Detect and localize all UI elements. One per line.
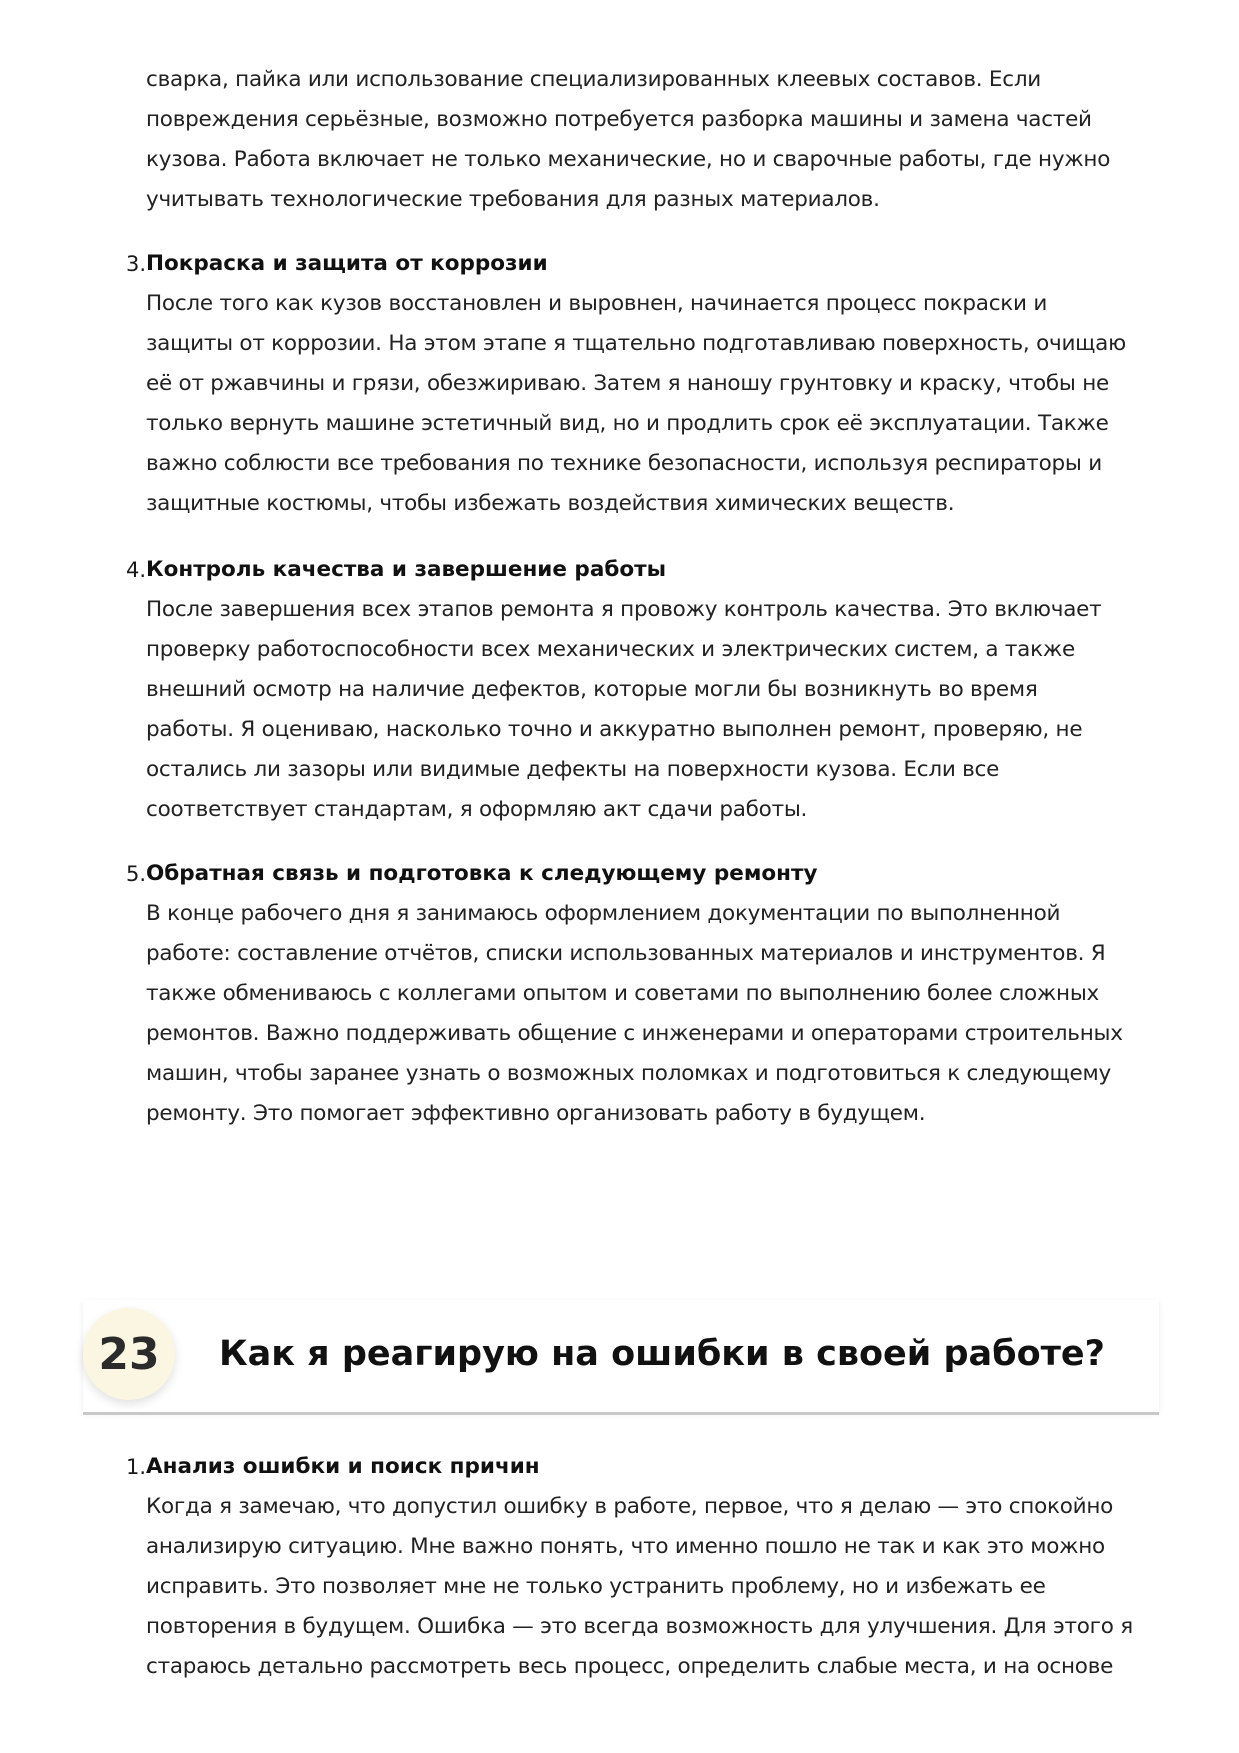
text-line: машин, чтобы заранее узнать о возможных поломках и подготовиться к следующему: [146, 1061, 1111, 1086]
text-line: проверку работоспособности всех механических и электрических систем, а также: [146, 637, 1075, 662]
text-line: важно соблюсти все требования по технике безопасности, используя респираторы и: [146, 451, 1102, 476]
text-line: После завершения всех этапов ремонта я провожу контроль качества. Это включает: [146, 597, 1102, 622]
text-line: исправить. Это позволяет мне не только устранить проблему, но и избежать ее: [146, 1574, 1046, 1599]
text-line: Когда я замечаю, что допустил ошибку в работе, первое, что я делаю — это спокойно: [146, 1494, 1114, 1519]
text-line: только вернуть машине эстетичный вид, но и продлить срок её эксплуатации. Также: [146, 411, 1109, 436]
section-header: [83, 1300, 1159, 1418]
text-line: анализирую ситуацию. Мне важно понять, что именно пошло не так и как это можно: [146, 1534, 1105, 1559]
list-item-text: [146, 284, 1176, 524]
list-item-text: [146, 590, 1176, 830]
text-line: В конце рабочего дня я занимаюсь оформлением документации по выполненной: [146, 901, 1061, 926]
text-line: После того как кузов восстановлен и выровнен, начинается процесс покраски и: [146, 291, 1048, 316]
text-line: её от ржавчины и грязи, обезжириваю. Затем я наношу грунтовку и краску, чтобы не: [146, 371, 1109, 396]
section-title: Как я реагирую на ошибки в своей работе?: [219, 1334, 1105, 1374]
list-item-title: Покраска и защита от коррозии: [146, 251, 548, 276]
text-line: соответствует стандартам, я оформляю акт сдачи работы.: [146, 797, 808, 822]
intro-paragraph: [146, 60, 1176, 220]
text-line: также обмениваюсь с коллегами опытом и советами по выполнению более сложных: [146, 981, 1100, 1006]
list-item-text: [146, 894, 1176, 1134]
text-line: работе: составление отчётов, списки использованных материалов и инструментов. Я: [146, 941, 1106, 966]
text-line: повторения в будущем. Ошибка — это всегда возможность для улучшения. Для этого я: [146, 1614, 1133, 1639]
list-item-number: 3.: [125, 252, 146, 276]
text-line: сварка, пайка или использование специализированных клеевых составов. Если: [146, 67, 1042, 92]
list-item-title: Контроль качества и завершение работы: [146, 557, 667, 582]
list-item-number: 1.: [125, 1455, 146, 1479]
list-item-text: [146, 1487, 1176, 1687]
text-line: повреждения серьёзные, возможно потребуется разборка машины и замена частей: [146, 107, 1092, 132]
text-line: защитные костюмы, чтобы избежать воздействия химических веществ.: [146, 491, 955, 516]
section-number-badge: 23: [83, 1308, 175, 1400]
list-item-number: 5.: [125, 862, 146, 886]
text-line: ремонту. Это помогает эффективно организовать работу в будущем.: [146, 1101, 926, 1126]
text-line: кузова. Работа включает не только механические, но и сварочные работы, где нужно: [146, 147, 1111, 172]
list-item-title: Обратная связь и подготовка к следующему ремонту: [146, 861, 818, 886]
text-line: защиты от коррозии. На этом этапе я тщательно подготавливаю поверхность, очищаю: [146, 331, 1126, 356]
section-divider: [83, 1412, 1159, 1415]
list-item-title: Анализ ошибки и поиск причин: [146, 1454, 540, 1479]
text-line: учитывать технологические требования для разных материалов.: [146, 187, 880, 212]
text-line: внешний осмотр на наличие дефектов, которые могли бы возникнуть во время: [146, 677, 1038, 702]
list-item-number: 4.: [125, 558, 146, 582]
text-line: стараюсь детально рассмотреть весь процесс, определить слабые места, и на основе: [146, 1654, 1114, 1679]
text-line: остались ли зазоры или видимые дефекты на поверхности кузова. Если все: [146, 757, 1000, 782]
text-line: ремонтов. Важно поддерживать общение с инженерами и операторами строительных: [146, 1021, 1123, 1046]
text-line: работы. Я оцениваю, насколько точно и аккуратно выполнен ремонт, проверяю, не: [146, 717, 1083, 742]
